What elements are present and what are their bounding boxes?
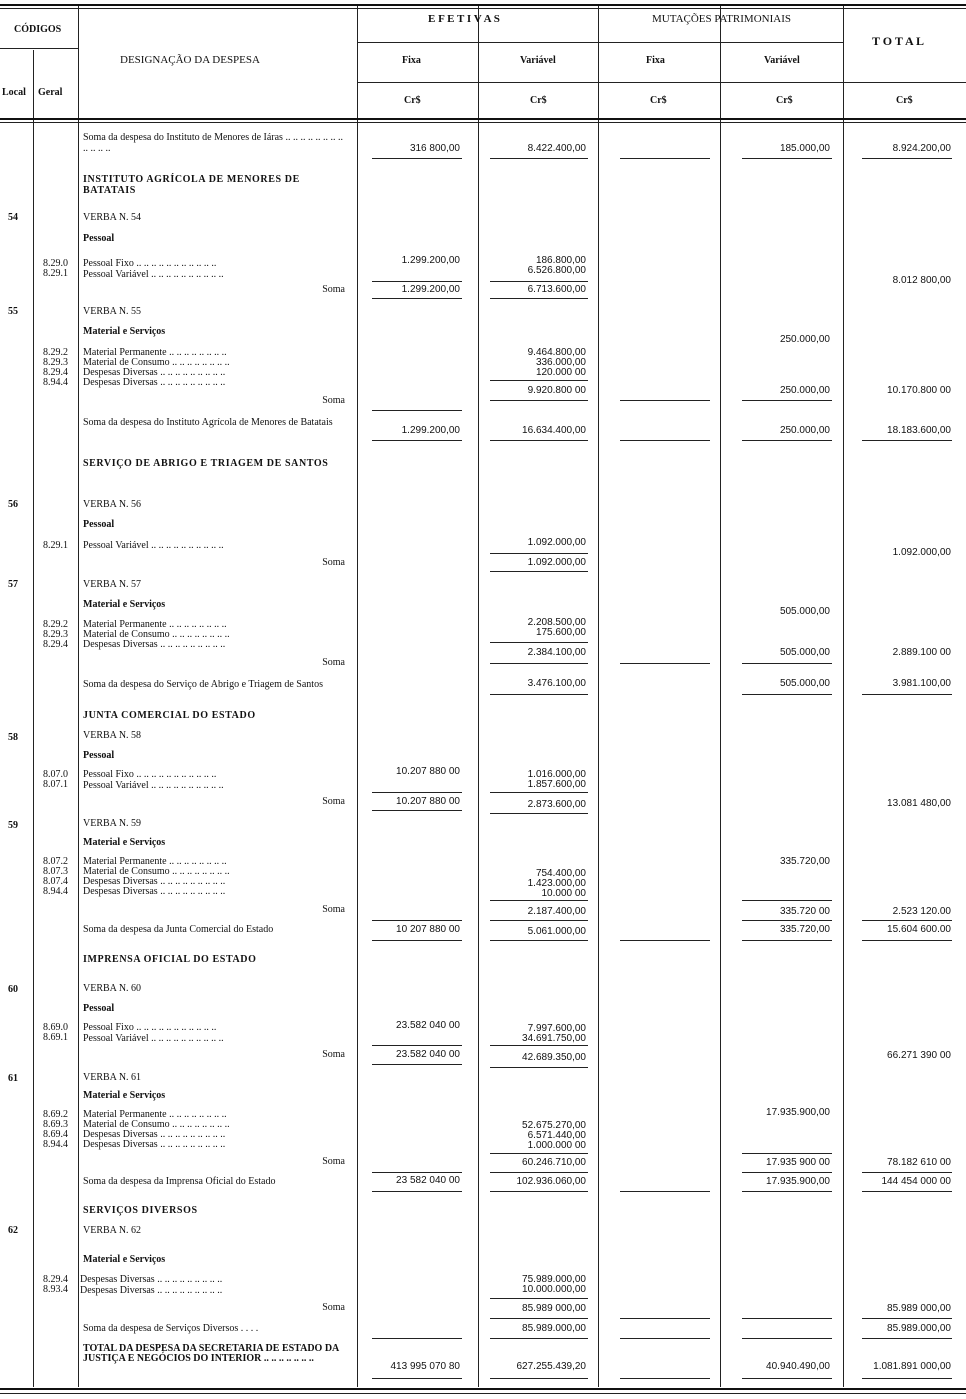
value-variavel: 8.422.400,00	[527, 143, 586, 154]
verba-label: VERBA N. 59	[83, 818, 142, 829]
value-total: 10.170.800 00	[887, 385, 951, 396]
header-geral: Geral	[38, 87, 63, 98]
col-divider	[78, 6, 79, 1387]
underline	[490, 920, 588, 921]
local-code: 61	[8, 1073, 18, 1084]
underline	[490, 440, 588, 441]
header-codigos: CÓDIGOS	[14, 24, 62, 35]
header-rule	[357, 82, 966, 83]
underline	[862, 440, 952, 441]
underline	[742, 940, 832, 941]
local-code: 54	[8, 212, 18, 223]
geral-codes: 8.29.4 8.93.4	[43, 1274, 68, 1295]
header-variavel-mut: Variável	[764, 55, 800, 66]
local-code: 55	[8, 306, 18, 317]
value-total: 66.271 390 00	[887, 1050, 951, 1061]
geral-codes: 8.29.0 8.29.1	[43, 258, 68, 279]
value-total: 2.889.100 00	[892, 647, 951, 658]
underline	[742, 1172, 832, 1173]
value-variavel: 16.634.400,00	[522, 425, 586, 436]
header-variavel: Variável	[520, 55, 556, 66]
value-mutacao: 335.720,00	[779, 856, 830, 867]
underline	[372, 281, 462, 282]
underline	[742, 920, 832, 921]
underline	[742, 1191, 832, 1192]
geral-codes: 8.07.2 8.07.3 8.07.4 8.94.4	[43, 856, 68, 897]
header-currency: Cr$	[530, 95, 547, 106]
underline	[490, 298, 588, 299]
value-mutacao: 250.000,00	[779, 425, 830, 436]
underline	[490, 553, 588, 554]
top-rule	[0, 4, 966, 6]
underline	[372, 158, 462, 159]
col-divider	[598, 6, 599, 1387]
value-total: 18.183.600,00	[887, 425, 951, 436]
soma-fixa: 10.207 880 00	[396, 796, 460, 807]
underline	[620, 158, 710, 159]
geral-codes: 8.29.2 8.29.3 8.29.4	[43, 619, 68, 650]
subsection-label: Material e Serviços	[83, 1254, 166, 1265]
underline	[372, 810, 462, 811]
local-code: 56	[8, 499, 18, 510]
top-rule-2	[0, 8, 966, 9]
header-designacao: DESIGNAÇÃO DA DESPESA	[120, 54, 260, 66]
soma-fixa: 1.299.200,00	[401, 284, 460, 295]
underline	[490, 694, 588, 695]
soma-variavel: 2.384.100,00	[527, 647, 586, 658]
header-currency: Cr$	[776, 95, 793, 106]
underline	[620, 940, 710, 941]
header-local: Local	[2, 87, 26, 98]
subsection-label: Material e Serviços	[83, 599, 166, 610]
underline	[490, 792, 588, 793]
header-efetivas: E F E T I V A S	[428, 13, 500, 25]
value-mutacao: 505.000,00	[779, 606, 830, 617]
soma-label: Soma	[322, 657, 345, 668]
value-variavel: 1.092.000,00	[527, 537, 586, 548]
underline	[862, 1191, 952, 1192]
col-divider	[843, 6, 844, 1387]
underline	[620, 663, 710, 664]
item-list: Material Permanente .. .. .. .. .. .. .. .. Material de Consumo .. .. .. .. .. .. .. .. Despesas Diversas .. .. .. .. .. .. .. .. ..	[83, 619, 230, 650]
bottom-rule	[0, 1388, 966, 1390]
underline	[620, 1318, 710, 1319]
underline	[742, 900, 832, 901]
section-title: JUNTA COMERCIAL DO ESTADO	[83, 710, 256, 721]
header-bottom-rule	[0, 118, 966, 120]
soma-label: Soma	[322, 1049, 345, 1060]
verba-label: VERBA N. 61	[83, 1072, 142, 1083]
row-description: Soma da despesa do Instituto de Menores de Iáras .. .. .. .. .. .. .. .. .. .. .. ..	[83, 132, 343, 154]
underline	[742, 400, 832, 401]
local-code: 62	[8, 1225, 18, 1236]
value-variavel: 9.464.800,00 336.000,00 120.000 00	[527, 347, 586, 378]
local-code: 58	[8, 732, 18, 743]
underline	[862, 694, 952, 695]
bottom-rule-2	[0, 1393, 966, 1394]
subsection-label: Pessoal	[83, 750, 115, 761]
soma-variavel: 2.187.400,00	[527, 906, 586, 917]
value-total: 2.523 120.00	[892, 906, 951, 917]
soma-mutacao: 335.720 00	[779, 906, 830, 917]
item-list: Pessoal Fixo .. .. .. .. .. .. .. .. .. .. .. Pessoal Variável .. .. .. .. .. .. .. .. .. ..	[83, 769, 224, 791]
value-total: 8.924.200,00	[892, 143, 951, 154]
value-total: 13.081 480,00	[887, 798, 951, 809]
item-list: Pessoal Fixo .. .. .. .. .. .. .. .. .. .. .. Pessoal Variável .. .. .. .. .. .. .. .. .. ..	[83, 1022, 224, 1044]
soma-variavel: 6.713.600,00	[527, 284, 586, 295]
underline	[490, 1318, 588, 1319]
underline	[862, 940, 952, 941]
soma-variavel: 9.920.800 00	[527, 385, 586, 396]
item-list: Pessoal Fixo .. .. .. .. .. .. .. .. .. .. .. Pessoal Variável .. .. .. .. .. .. .. .. .. ..	[83, 258, 224, 280]
soma-variavel: 2.873.600,00	[527, 799, 586, 810]
underline	[490, 571, 588, 572]
subsection-label: Pessoal	[83, 519, 115, 530]
row-description: Soma da despesa do Serviço de Abrigo e Triagem de Santos	[83, 679, 323, 690]
row-description: Soma da despesa da Imprensa Oficial do Estado	[83, 1176, 276, 1187]
underline	[372, 1045, 462, 1046]
value-total: 85.989.000,00	[887, 1323, 951, 1334]
value-variavel: 186.800,00 6.526.800,00	[527, 255, 586, 276]
header-total: T O T A L	[872, 34, 925, 48]
underline	[490, 158, 588, 159]
soma-label: Soma	[322, 395, 345, 406]
soma-variavel: 60.246.710,00	[522, 1157, 586, 1168]
verba-label: VERBA N. 57	[83, 579, 142, 590]
underline	[490, 900, 588, 901]
underline	[742, 440, 832, 441]
section-title: SERVIÇO DE ABRIGO E TRIAGEM DE SANTOS	[83, 458, 329, 469]
header-bottom-rule-2	[0, 122, 966, 123]
underline	[862, 1318, 952, 1319]
underline	[742, 1338, 832, 1339]
value-total: 3.981.100,00	[892, 678, 951, 689]
soma-fixa: 23.582 040 00	[396, 1049, 460, 1060]
underline	[372, 792, 462, 793]
grand-total-variavel: 627.255.439,20	[516, 1361, 586, 1372]
col-divider	[33, 50, 34, 1387]
soma-label: Soma	[322, 1302, 345, 1313]
header-fixa-mut: Fixa	[646, 55, 665, 66]
underline	[862, 1338, 952, 1339]
value-total: 15.604 600.00	[887, 924, 951, 935]
soma-label: Soma	[322, 557, 345, 568]
soma-variavel: 42.689.350,00	[522, 1052, 586, 1063]
underline	[490, 1153, 588, 1154]
value-fixa: 316 800,00	[409, 143, 460, 154]
section-title: INSTITUTO AGRÍCOLA DE MENORES DE BATATAIS	[83, 174, 300, 196]
underline	[490, 1338, 588, 1339]
value-variavel: 754.400,00 1.423.000,00 10.000 00	[527, 868, 586, 899]
value-total: 8.012 800,00	[892, 275, 951, 286]
header-mutacoes: MUTAÇÕES PATRIMONIAIS	[652, 13, 791, 25]
soma-label: Soma	[322, 284, 345, 295]
soma-variavel: 1.092.000,00	[527, 557, 586, 568]
item-list: Material Permanente .. .. .. .. .. .. .. .. Material de Consumo .. .. .. .. .. .. .. .. Despesas Diversas .. .. .. .. .. .. .. .. .. Despesas Diversas .. .. .. .. .. .. .. .. ..	[83, 856, 230, 897]
underline	[742, 158, 832, 159]
geral-codes: 8.29.1	[43, 540, 68, 551]
soma-mutacao: 17.935 900 00	[766, 1157, 830, 1168]
grand-total-description: TOTAL DA DESPESA DA SECRETARIA DE ESTADO DA JUSTIÇA E NEGÓCIOS DO INTERIOR .. .. .. .. .. .. ..	[83, 1343, 339, 1364]
col-divider	[357, 6, 358, 1387]
value-variavel: 3.476.100,00	[527, 678, 586, 689]
value-total: 1.092.000,00	[892, 547, 951, 558]
subsection-label: Pessoal	[83, 233, 115, 244]
geral-codes: 8.29.2 8.29.3 8.29.4 8.94.4	[43, 347, 68, 388]
underline	[620, 440, 710, 441]
grand-total-fixa: 413 995 070 80	[390, 1361, 460, 1372]
item-list: Material Permanente .. .. .. .. .. .. .. .. Material de Consumo .. .. .. .. .. .. .. .. Despesas Diversas .. .. .. .. .. .. .. .. .. Despesas Diversas .. .. .. .. .. .. .. .. ..	[83, 1109, 230, 1150]
underline	[372, 1191, 462, 1192]
row-description: Soma da despesa do Instituto Agrícola de Menores de Batatais	[83, 417, 333, 428]
underline	[620, 1378, 710, 1379]
value-mutacao: 17.935.900,00	[766, 1107, 830, 1118]
subsection-label: Material e Serviços	[83, 326, 166, 337]
verba-label: VERBA N. 58	[83, 730, 142, 741]
item-list: Pessoal Variável .. .. .. .. .. .. .. .. .. ..	[83, 540, 224, 551]
underline	[862, 158, 952, 159]
value-mutacao: 185.000,00	[779, 143, 830, 154]
underline	[372, 1064, 462, 1065]
geral-codes: 8.07.0 8.07.1	[43, 769, 68, 790]
value-total: 78.182 610 00	[887, 1157, 951, 1168]
underline	[490, 1045, 588, 1046]
underline	[490, 400, 588, 401]
grand-total: 1.081.891 000,00	[873, 1361, 951, 1372]
value-variavel: 102.936.060,00	[516, 1176, 586, 1187]
underline	[742, 694, 832, 695]
verba-label: VERBA N. 55	[83, 306, 142, 317]
value-variavel: 52.675.270,00 6.571.440,00 1.000.000 00	[522, 1120, 586, 1151]
verba-label: VERBA N. 56	[83, 499, 142, 510]
soma-label: Soma	[322, 1156, 345, 1167]
underline	[372, 440, 462, 441]
underline	[490, 1298, 588, 1299]
header-fixa: Fixa	[402, 55, 421, 66]
soma-variavel: 85.989 000,00	[522, 1303, 586, 1314]
row-description: Soma da despesa de Serviços Diversos . . . .	[83, 1323, 259, 1334]
value-variavel: 7.997.600,00 34.691.750,00	[522, 1023, 586, 1044]
underline	[372, 1338, 462, 1339]
value-variavel: 75.989.000,00 10.000.000,00	[522, 1274, 586, 1295]
underline	[490, 1172, 588, 1173]
value-fixa: 10 207 880 00	[396, 924, 460, 935]
local-code: 59	[8, 820, 18, 831]
underline	[742, 1318, 832, 1319]
value-mutacao: 335.720,00	[779, 924, 830, 935]
underline	[372, 940, 462, 941]
underline	[742, 663, 832, 664]
soma-label: Soma	[322, 904, 345, 915]
header-currency: Cr$	[650, 95, 667, 106]
underline	[490, 642, 588, 643]
underline	[372, 298, 462, 299]
local-code: 57	[8, 579, 18, 590]
verba-label: VERBA N. 54	[83, 212, 142, 223]
item-list: Despesas Diversas .. .. .. .. .. .. .. .. .. Despesas Diversas .. .. .. .. .. .. .. .. ..	[80, 1274, 223, 1296]
underline	[490, 1067, 588, 1068]
underline	[862, 1378, 952, 1379]
underline	[862, 1172, 952, 1173]
underline	[490, 281, 588, 282]
geral-codes: 8.69.2 8.69.3 8.69.4 8.94.4	[43, 1109, 68, 1150]
geral-codes: 8.69.0 8.69.1	[43, 1022, 68, 1043]
underline	[490, 380, 588, 381]
underline	[862, 920, 952, 921]
header-currency: Cr$	[896, 95, 913, 106]
soma-label: Soma	[322, 796, 345, 807]
subsection-label: Pessoal	[83, 1003, 115, 1014]
value-mutacao: 17.935.900,00	[766, 1176, 830, 1187]
value-mutacao: 250.000,00	[779, 334, 830, 345]
row-description: Soma da despesa da Junta Comercial do Estado	[83, 924, 274, 935]
section-title: SERVIÇOS DIVERSOS	[83, 1205, 198, 1216]
value-fixa: 23.582 040 00	[396, 1020, 460, 1031]
header-currency: Cr$	[404, 95, 421, 106]
value-variavel: 5.061.000,00	[527, 926, 586, 937]
verba-label: VERBA N. 60	[83, 983, 142, 994]
underline	[620, 1191, 710, 1192]
subsection-label: Material e Serviços	[83, 837, 166, 848]
item-list: Material Permanente .. .. .. .. .. .. .. .. Material de Consumo .. .. .. .. .. .. .. .. Despesas Diversas .. .. .. .. .. .. .. .. .. Despesas Diversas .. .. .. .. .. .. .. .. ..	[83, 347, 230, 388]
underline	[372, 1378, 462, 1379]
value-fixa: 23 582 040 00	[396, 1175, 460, 1186]
underline	[742, 1153, 832, 1154]
header-rule	[0, 48, 78, 49]
value-fixa: 10.207 880 00	[396, 766, 460, 777]
grand-total-mutacao: 40.940.490,00	[766, 1361, 830, 1372]
value-fixa: 1.299.200,00	[401, 255, 460, 266]
underline	[620, 1338, 710, 1339]
value-variavel: 2.208.500,00 175.600,00	[527, 617, 586, 638]
soma-mutacao: 250.000,00	[779, 385, 830, 396]
underline	[490, 813, 588, 814]
underline	[742, 1378, 832, 1379]
underline	[490, 1191, 588, 1192]
value-variavel: 85.989.000,00	[522, 1323, 586, 1334]
underline	[490, 1378, 588, 1379]
value-fixa: 1.299.200,00	[401, 425, 460, 436]
underline	[372, 1172, 462, 1173]
verba-label: VERBA N. 62	[83, 1225, 142, 1236]
underline	[372, 410, 462, 411]
underline	[490, 663, 588, 664]
section-title: IMPRENSA OFICIAL DO ESTADO	[83, 954, 257, 965]
value-total: 85.989 000,00	[887, 1303, 951, 1314]
subsection-label: Material e Serviços	[83, 1090, 166, 1101]
underline	[620, 400, 710, 401]
value-variavel: 1.016.000,00 1.857.600,00	[527, 769, 586, 790]
underline	[490, 940, 588, 941]
value-mutacao: 505.000,00	[779, 678, 830, 689]
header-rule	[357, 42, 843, 43]
value-total: 144 454 000 00	[881, 1176, 951, 1187]
soma-mutacao: 505.000,00	[779, 647, 830, 658]
underline	[372, 920, 462, 921]
local-code: 60	[8, 984, 18, 995]
